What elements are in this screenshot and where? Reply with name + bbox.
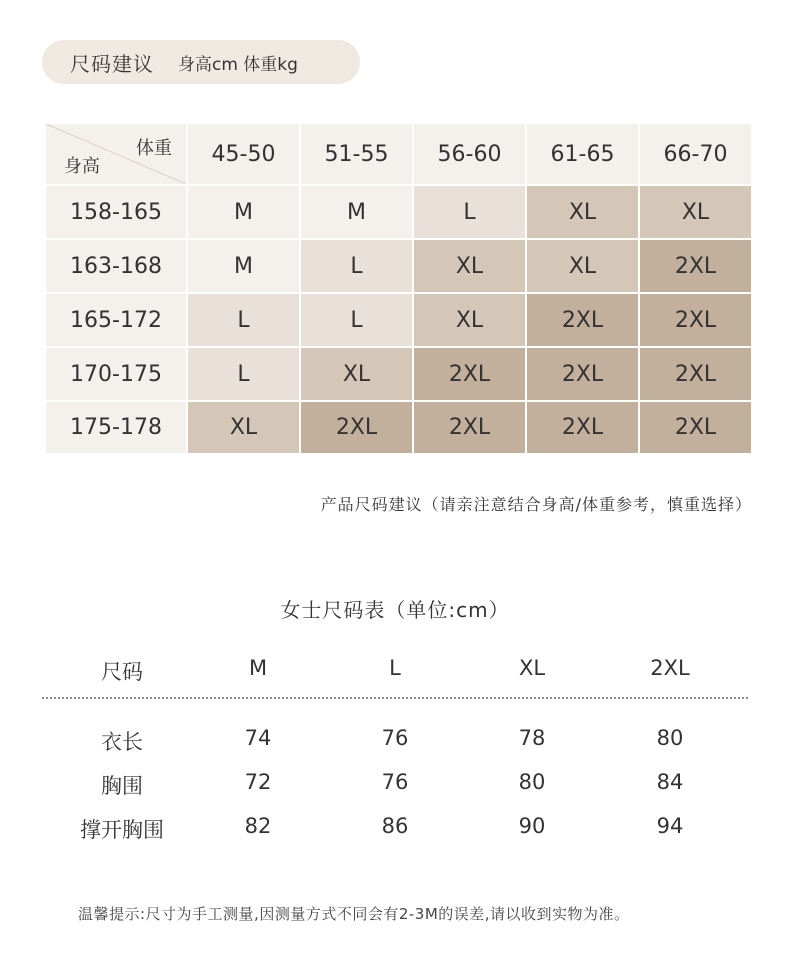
size-cell: 2XL	[414, 402, 525, 453]
measure-value-cell: L	[389, 656, 401, 680]
measure-value-cell: 86	[381, 814, 409, 838]
measure-value-cell: 76	[381, 726, 409, 750]
height-row-header: 165-172	[46, 294, 186, 346]
dotted-divider	[42, 697, 748, 699]
size-cell: 2XL	[527, 294, 638, 346]
measure-value-cell: 78	[518, 726, 546, 750]
height-row-header: 175-178	[46, 402, 186, 453]
height-row-header: 170-175	[46, 348, 186, 400]
measure-header-row	[40, 656, 750, 686]
weight-header-cell: 61-65	[527, 124, 638, 184]
size-cell: 2XL	[640, 402, 751, 453]
size-cell: XL	[527, 186, 638, 238]
measure-label-cell: 撑开胸围	[80, 818, 164, 842]
size-cell: L	[188, 348, 299, 400]
size-cell: XL	[188, 402, 299, 453]
size-grid-note: 产品尺码建议（请亲注意结合身高/体重参考，慎重选择）	[320, 495, 752, 514]
corner-weight-label: 体重	[136, 138, 172, 159]
measure-label-cell: 衣长	[101, 730, 143, 754]
size-recommendation-grid	[46, 124, 748, 453]
size-cell: XL	[527, 240, 638, 292]
height-row-header: 163-168	[46, 240, 186, 292]
weight-header-cell: 66-70	[640, 124, 751, 184]
measure-value-cell: 2XL	[650, 656, 690, 680]
weight-header-cell: 45-50	[188, 124, 299, 184]
size-cell: L	[414, 186, 525, 238]
measure-value-cell: 76	[381, 770, 409, 794]
size-cell: M	[188, 240, 299, 292]
size-cell: XL	[414, 294, 525, 346]
height-row-header: 158-165	[46, 186, 186, 238]
size-cell: L	[301, 294, 412, 346]
measure-value-cell: M	[248, 656, 268, 680]
size-cell: L	[188, 294, 299, 346]
size-cell: 2XL	[301, 402, 412, 453]
corner-height-label: 身高	[64, 156, 100, 177]
size-cell: 2XL	[640, 294, 751, 346]
measure-table-title: 女士尺码表（单位:cm）	[280, 598, 510, 622]
measure-value-cell: 80	[518, 770, 546, 794]
measure-label-cell: 尺码	[101, 660, 143, 684]
size-cell: 2XL	[527, 348, 638, 400]
size-cell: XL	[301, 348, 412, 400]
size-cell: 2XL	[414, 348, 525, 400]
measure-value-cell: 80	[656, 726, 684, 750]
measure-value-cell: 82	[244, 814, 272, 838]
weight-header-cell: 51-55	[301, 124, 412, 184]
measure-value-cell: 84	[656, 770, 684, 794]
weight-header-cell: 56-60	[414, 124, 525, 184]
grid-corner-cell	[46, 124, 186, 184]
size-cell: L	[301, 240, 412, 292]
measure-data-row	[40, 814, 750, 844]
size-cell: 2XL	[640, 348, 751, 400]
size-advice-title: 尺码建议	[70, 51, 154, 76]
measure-data-row	[40, 726, 750, 756]
measure-value-cell: 90	[518, 814, 546, 838]
footer-note: 温馨提示:尺寸为手工测量,因测量方式不同会有2-3M的误差,请以收到实物为准。	[78, 905, 630, 923]
measure-data-row	[40, 770, 750, 800]
measure-value-cell: XL	[518, 656, 546, 680]
size-cell: 2XL	[527, 402, 638, 453]
size-cell: M	[188, 186, 299, 238]
measure-label-cell: 胸围	[101, 774, 143, 798]
size-cell: 2XL	[640, 240, 751, 292]
size-advice-units: 身高cm 体重kg	[178, 54, 298, 75]
size-cell: M	[301, 186, 412, 238]
measure-value-cell: 74	[244, 726, 272, 750]
size-cell: XL	[414, 240, 525, 292]
size-advice-badge	[42, 40, 360, 84]
measure-value-cell: 94	[656, 814, 684, 838]
measure-value-cell: 72	[244, 770, 272, 794]
size-cell: XL	[640, 186, 751, 238]
